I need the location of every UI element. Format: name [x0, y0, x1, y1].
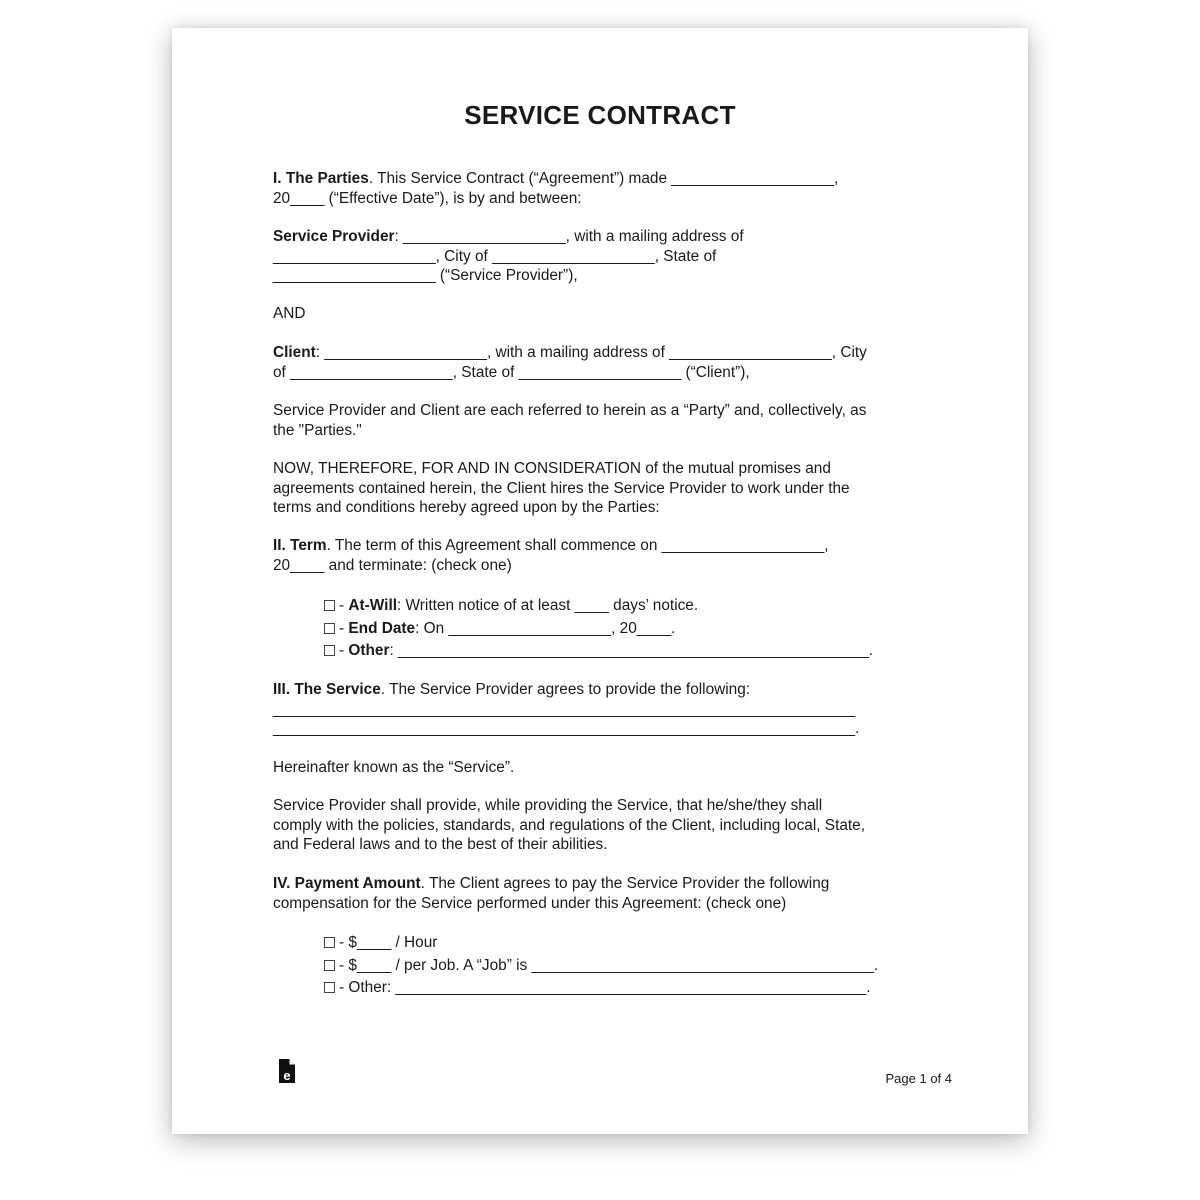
service-known-as: Hereinafter known as the “Service”.: [273, 759, 515, 776]
consideration-line-2: agreements contained herein, the Client hires the Service Provider to work under the: [273, 479, 850, 497]
page-number: Page 1 of 4: [885, 1071, 952, 1086]
consideration-paragraph: [273, 459, 933, 518]
document-page: [172, 28, 1028, 1134]
compliance-line-2: comply with the policies, standards, and regulations of the Client, including local, State,: [273, 816, 866, 834]
client-line-1: : ___________________, with a mailing address of ___________________, City: [315, 344, 867, 361]
term-option-label: End Date: [348, 620, 416, 637]
term-line-1: . The term of this Agreement shall commence on ___________________,: [326, 537, 829, 554]
parties-line-2: 20____ (“Effective Date”), is by and between:: [273, 189, 582, 207]
checkbox-icon[interactable]: [324, 982, 335, 993]
document-e-icon: [278, 1058, 296, 1084]
payment-line-1: . The Client agrees to pay the Service Provider the following: [420, 875, 830, 892]
party-definition-line-1: Service Provider and Client are each referred to herein as a “Party” and, collectively, as: [273, 402, 867, 419]
payment-option-text: - Other: _______________________________________________________.: [339, 979, 871, 996]
payment-option-other: [324, 978, 944, 998]
parties-paragraph: [273, 169, 933, 208]
client-line-2: of ___________________, State of ___________________ (“Client”),: [273, 363, 750, 381]
term-option-label: Other: [348, 642, 390, 659]
payment-option-hourly: [324, 933, 944, 953]
payment-option-text: - $____ / per Job. A “Job” is ________________________________________.: [339, 957, 879, 974]
checkbox-icon[interactable]: [324, 600, 335, 611]
checkbox-icon[interactable]: [324, 623, 335, 634]
term-option-label: At-Will: [348, 597, 397, 614]
service-heading: III. The Service: [273, 681, 381, 698]
payment-paragraph: [273, 874, 933, 913]
consideration-line-1: NOW, THEREFORE, FOR AND IN CONSIDERATION of the mutual promises and: [273, 460, 831, 477]
payment-heading: IV. Payment Amount: [273, 875, 421, 892]
payment-option-per-job: [324, 956, 944, 976]
term-paragraph: [273, 536, 933, 575]
service-provider-line-3: ___________________ (“Service Provider”),: [273, 267, 578, 284]
service-blank-2: ____________________________________________________________________.: [273, 720, 860, 737]
parties-heading: I. The Parties: [273, 170, 369, 187]
checkbox-icon[interactable]: [324, 960, 335, 971]
service-line-1: . The Service Provider agrees to provide the following:: [380, 681, 751, 698]
service-blank-1: ____________________________________________________________________: [273, 700, 856, 718]
term-option-text: : Written notice of at least ____ days’ notice.: [397, 597, 699, 614]
svg-text:e: e: [283, 1068, 291, 1083]
client-label: Client: [273, 344, 316, 361]
compliance-paragraph: [273, 796, 933, 855]
term-option-other: - Other: _______________________________________________________.: [324, 641, 944, 661]
term-option-end-date: - End Date: On ___________________, 20____.: [324, 619, 944, 639]
term-option-text: : _______________________________________________________.: [389, 642, 874, 659]
consideration-line-3: terms and conditions hereby agreed upon by the Parties:: [273, 499, 660, 516]
compliance-line-3: and Federal laws and to the best of their abilities.: [273, 836, 608, 853]
service-provider-label: Service Provider: [273, 228, 395, 245]
term-option-text: : On ___________________, 20____.: [415, 620, 676, 637]
term-heading: II. Term: [273, 537, 327, 554]
service-provider-line-1: : ___________________, with a mailing address of: [394, 228, 744, 245]
checkbox-icon[interactable]: [324, 645, 335, 656]
party-definition-line-2: the "Parties.": [273, 421, 362, 439]
parties-line-1: . This Service Contract (“Agreement”) made ___________________,: [368, 170, 839, 187]
client-paragraph: [273, 343, 933, 382]
party-definition-paragraph: [273, 401, 933, 440]
compliance-line-1: Service Provider shall provide, while providing the Service, that he/she/they shall: [273, 797, 823, 814]
payment-option-text: - $____ / Hour: [339, 934, 438, 951]
service-paragraph: [273, 680, 933, 739]
service-provider-line-2: ___________________, City of ___________________, State of: [273, 247, 717, 265]
service-provider-paragraph: [273, 227, 933, 286]
payment-line-2: compensation for the Service performed under this Agreement: (check one): [273, 894, 787, 912]
document-title: SERVICE CONTRACT: [464, 100, 736, 130]
checkbox-icon[interactable]: [324, 937, 335, 948]
term-option-at-will: - At-Will: Written notice of at least ____ days’ notice.: [324, 596, 944, 616]
term-line-2: 20____ and terminate: (check one): [273, 556, 512, 574]
and-text: AND: [273, 305, 306, 322]
